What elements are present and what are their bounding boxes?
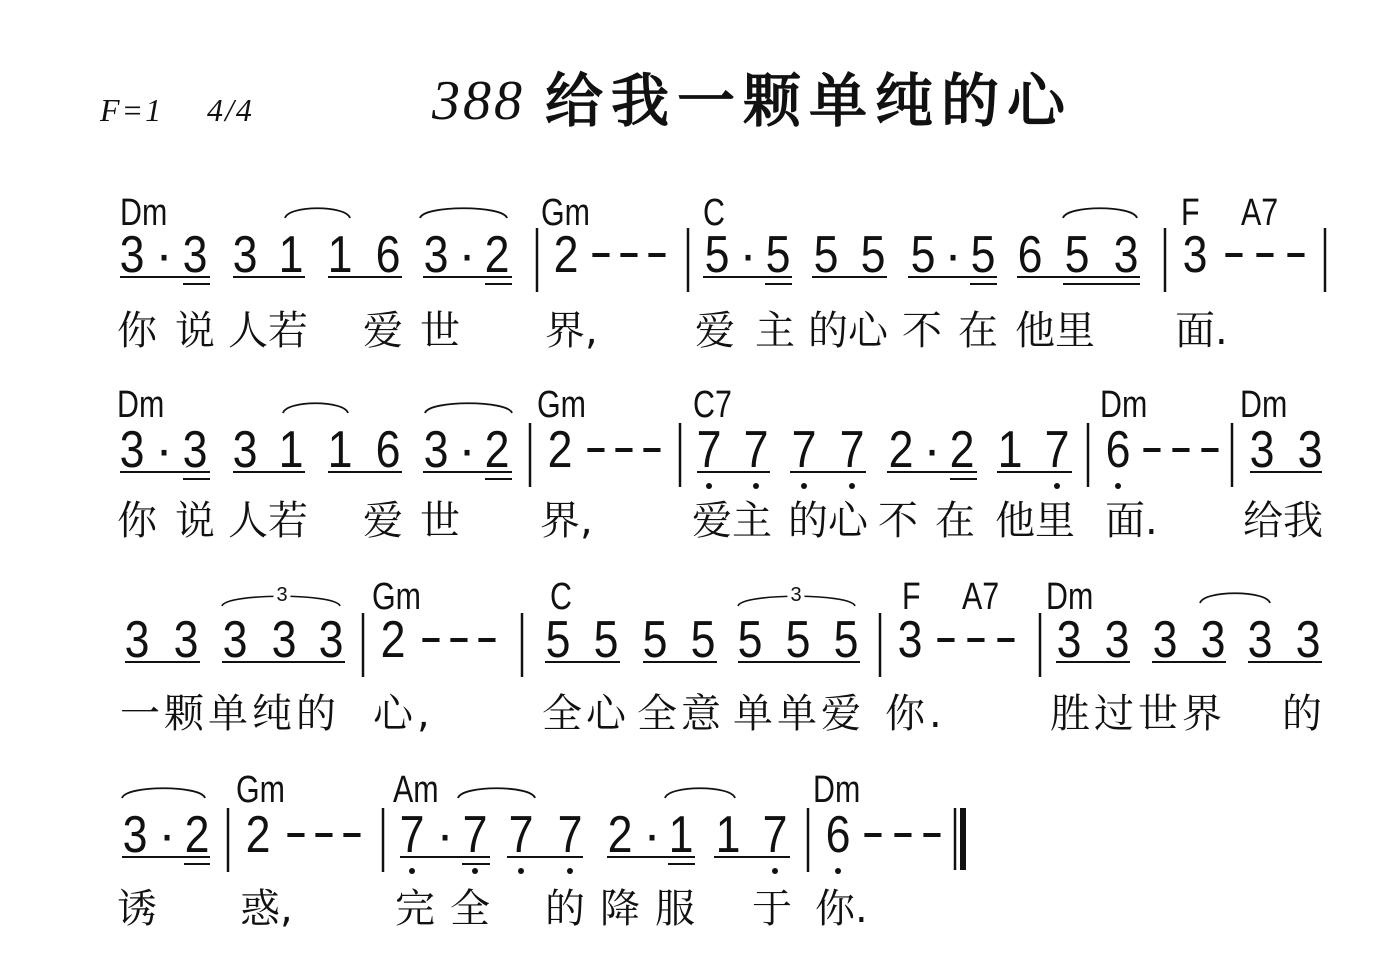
low-octave-dot [409,868,415,874]
note: 3 [1113,226,1139,284]
duration-dash: - [312,802,336,861]
duration-dash: - [1169,417,1193,476]
lyric: 降 [600,886,640,932]
duration-dash: - [861,802,885,861]
duration-dash: - [1253,222,1277,281]
duration-dash: - [617,222,641,281]
note: 3 [1056,611,1082,669]
note: 7 [743,421,769,479]
slur [420,208,507,218]
lyric: 界, [540,498,593,544]
lyric: 诱 [117,886,157,932]
note: 3 [122,806,148,864]
lyric: 爱 [695,308,735,354]
low-octave-dot [1115,483,1121,489]
note: 7 [557,806,583,864]
note: 3 [232,226,258,284]
low-octave-dot [753,483,759,489]
note: 5 [593,611,619,669]
duration-dash: - [640,417,664,476]
note: 3 [423,226,449,284]
lyric: 主 [755,308,795,354]
note: 2 [888,421,914,479]
low-octave-dot [772,868,778,874]
slur [283,403,348,413]
note: 3 [1295,611,1321,669]
chord-symbol: Dm [117,384,165,426]
key-signature: F=1 [100,92,164,128]
duration-dash: - [964,607,988,666]
lyric: 不 [878,498,918,544]
note: 3 [318,611,344,669]
lyric: 你 [117,498,157,544]
lyric: 惑, [240,886,293,932]
augmentation-dot: · [739,226,757,284]
time-signature: 4/4 [207,92,254,128]
low-octave-dot [518,868,524,874]
note: 5 [910,226,936,284]
lyric: 的心 [808,308,888,354]
slur [1200,593,1270,603]
lyric: 他里 [1015,308,1095,354]
duration-dash: - [589,222,613,281]
note: 5 [785,611,811,669]
chord-symbol: Dm [813,769,861,811]
hymn-number: 388 [432,70,525,132]
final-barline-thick [960,808,966,870]
note: 2 [245,806,271,864]
slur [425,403,512,413]
duration-dash: - [891,802,915,861]
note: 7 [1044,421,1070,479]
duration-dash: - [584,417,608,476]
note: 3 [1104,611,1130,669]
triplet-mark: 3 [787,585,804,605]
note: 7 [791,421,817,479]
duration-dash: - [994,607,1018,666]
note: 3 [119,226,145,284]
note: 3 [423,421,449,479]
lyric: 世 [420,498,460,544]
note: 5 [1064,226,1090,284]
note: 7 [399,806,425,864]
note: 3 [271,611,297,669]
augmentation-dot: · [458,421,476,479]
lyric: 你. [885,691,946,737]
lyric: 你. [815,886,868,932]
augmentation-dot: · [436,806,454,864]
note: 5 [970,226,996,284]
note: 5 [860,226,886,284]
chord-symbol: Dm [1046,576,1094,618]
note: 3 [1152,611,1178,669]
lyric: 不 [902,308,942,354]
note: 3 [124,611,150,669]
duration-dash: - [340,802,364,861]
chord-symbol: Gm [236,769,285,811]
note: 7 [696,421,722,479]
note: 6 [375,421,401,479]
augmentation-dot: · [944,226,962,284]
note: 7 [762,806,788,864]
note: 2 [553,226,579,284]
slur [458,788,535,798]
lyric: 爱 [363,498,403,544]
low-octave-dot [849,483,855,489]
duration-dash: - [645,222,669,281]
low-octave-dot [472,868,478,874]
lyric: 他里 [995,498,1075,544]
note: 2 [484,226,510,284]
lyric: 说 [175,308,215,354]
note: 1 [327,421,353,479]
augmentation-dot: · [923,421,941,479]
note: 2 [607,806,633,864]
duration-dash: - [920,802,944,861]
note: 3 [1200,611,1226,669]
lyric: 于 [752,886,792,932]
lyric: 世 [420,308,460,354]
note: 2 [484,421,510,479]
note: 3 [1249,421,1275,479]
note: 7 [508,806,534,864]
lyric: 说 [175,498,215,544]
lyric: 的 [545,886,585,932]
lyric: 在 [935,498,975,544]
note: 2 [949,421,975,479]
note: 6 [375,226,401,284]
augmentation-dot: · [643,806,661,864]
lyric: 面. [1105,498,1158,544]
lyric: 全 [450,886,490,932]
lyric: 胜过世界 [1050,691,1226,737]
slur [665,788,735,798]
song-title: 给我一颗单纯的心 [545,67,1074,135]
note: 3 [119,421,145,479]
duration-dash: - [447,607,471,666]
note: 6 [1105,421,1131,479]
note: 3 [1297,421,1323,479]
chord-symbol: Gm [537,384,586,426]
augmentation-dot: · [155,421,173,479]
note: 3 [173,611,199,669]
augmentation-dot: · [458,226,476,284]
slur [122,788,205,798]
duration-dash: - [1222,222,1246,281]
note: 5 [765,226,791,284]
chord-symbol: C [550,576,572,618]
lyric: 面. [1175,308,1228,354]
lyric: 全心 [542,691,630,737]
chord-symbol: A7 [962,576,1000,618]
lyric: 的 [1282,691,1326,737]
lyric: 你 [117,308,157,354]
lyric: 单单爱 [733,691,865,737]
lyric: 爱 [363,308,403,354]
low-octave-dot [567,868,573,874]
duration-dash: - [1284,222,1308,281]
note: 5 [833,611,859,669]
lyric: 人若 [228,498,308,544]
lyric: 爱主 [692,498,772,544]
chord-symbol: F [902,576,921,618]
duration-dash: - [612,417,636,476]
note: 7 [839,421,865,479]
note: 7 [462,806,488,864]
note: 3 [222,611,248,669]
slur [1063,208,1137,218]
chord-symbol: F [1181,192,1200,234]
note: 5 [690,611,716,669]
note: 3 [1182,226,1208,284]
note: 5 [737,611,763,669]
lyric: 的心 [788,498,868,544]
note: 5 [813,226,839,284]
chord-symbol: Dm [1100,384,1148,426]
slur [285,208,350,218]
duration-dash: - [284,802,308,861]
duration-dash: - [1140,417,1164,476]
duration-dash: - [1198,417,1222,476]
lyric: 一颗单纯的 [120,691,340,737]
chord-symbol: Gm [541,192,590,234]
lyric: 人若 [228,308,308,354]
note: 2 [380,611,406,669]
note: 1 [278,226,304,284]
triplet-mark: 3 [273,585,290,605]
chord-symbol: Am [393,769,439,811]
chord-symbol: C [703,192,725,234]
low-octave-dot [801,483,807,489]
lyric: 界, [545,308,598,354]
note: 3 [1247,611,1273,669]
note: 1 [997,421,1023,479]
lyric: 全意 [637,691,725,737]
duration-dash: - [419,607,443,666]
note: 5 [704,226,730,284]
note: 6 [1017,226,1043,284]
note: 2 [184,806,210,864]
chord-symbol: C7 [693,384,732,426]
augmentation-dot: · [155,226,173,284]
note: 2 [547,421,573,479]
lyric: 在 [958,308,998,354]
note: 1 [278,421,304,479]
duration-dash: - [475,607,499,666]
note: 1 [715,806,741,864]
note: 1 [327,226,353,284]
note: 3 [182,226,208,284]
note: 3 [897,611,923,669]
lyric: 给我 [1243,498,1323,544]
chord-symbol: Dm [1240,384,1288,426]
note: 5 [642,611,668,669]
lyric: 服 [655,886,695,932]
note: 6 [825,806,851,864]
duration-dash: - [934,607,958,666]
low-octave-dot [706,483,712,489]
low-octave-dot [835,868,841,874]
note: 3 [182,421,208,479]
lyric: 完 [395,886,435,932]
chord-symbol: Dm [120,192,168,234]
chord-symbol: A7 [1241,192,1279,234]
low-octave-dot [1054,483,1060,489]
lyric: 心, [373,691,434,737]
note: 3 [232,421,258,479]
chord-symbol: Gm [372,576,421,618]
augmentation-dot: · [158,806,176,864]
note: 5 [545,611,571,669]
note: 1 [668,806,694,864]
